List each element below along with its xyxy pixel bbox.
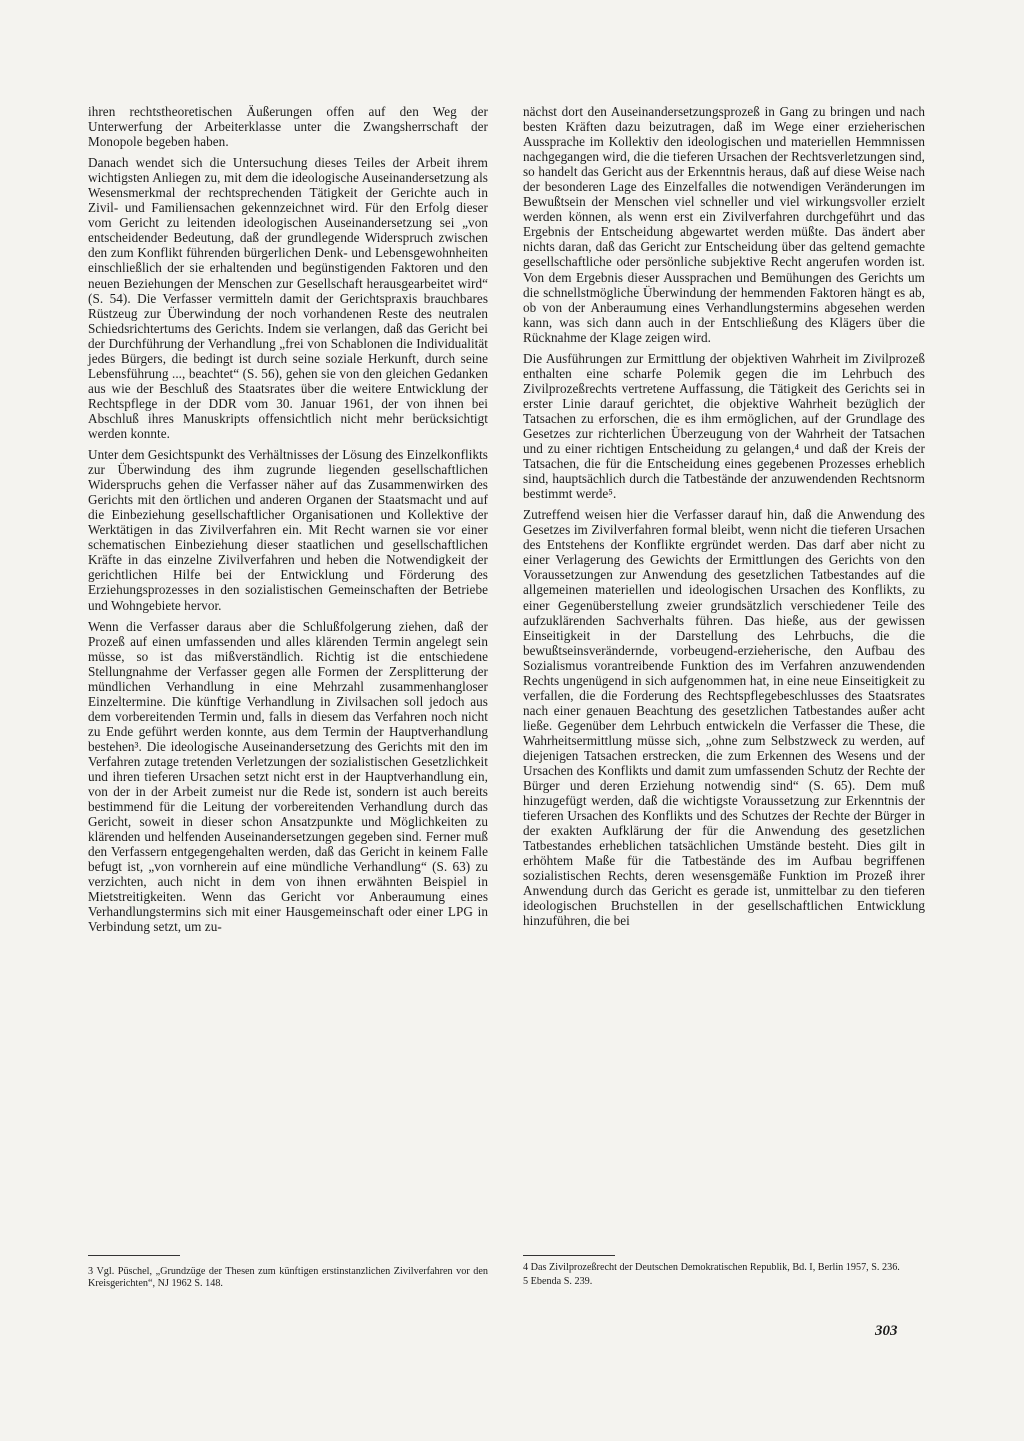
paragraph: Danach wendet sich die Untersuchung dieses Teiles der Arbeit ihrem wichtigsten Anliegen zu, mit dem die ideologische Auseinandersetzung als Wesensmerkmal der rechtsprechenden Tätigkeit der Gerichte auch in Zivil- und Familiensachen gekennzeichnet wird. Für den Erfolg dieser vom Gericht zu leitenden ideologischen Auseinandersetzung sei „von entscheidender Bedeutung, daß der grundlegende Widerspruch zwischen den zum Konflikt führenden bürgerlichen Denk- und Lebensgewohnheiten einschließlich der sie erhaltenden und begünstigenden Faktoren und den neuen Beziehungen der Menschen zur Gesellschaft herausgearbeitet wird“ (S. 54). Die Verfasser vermitteln damit der Gerichtspraxis brauchbares Rüstzeug zur Überwindung der noch vorhandenen Reste des neutralen Schiedsrichtertums des Gerichts. Indem sie verlangen, daß das Gericht bei der Durchführung der Verhandlung „frei von Schablonen die Individualität jedes Bürgers, die bedingt ist durch seine soziale Herkunft, durch seine Lebensführung ..., beachtet“ (S. 56), gehen sie von den gleichen Gedanken aus wie der Beschluß des Staatsrates über die weitere Entwicklung der Rechtspflege in der DDR vom 30. Januar 1961, der von ihnen bei Abschluß ihres Manuskripts offensichtlich nicht mehr berücksichtigt werden konnte. [88,155,488,441]
paragraph: Unter dem Gesichtspunkt des Verhältnisses der Lösung des Einzelkonflikts zur Überwindung des ihm zugrunde liegenden gesellschaftlichen Widerspruchs gehen die Verfasser näher auf das Zusammenwirken des Gerichts mit den örtlichen und anderen Organen der Staatsmacht und auf die Einbeziehung gesellschaftlicher Organisationen und Kollektive der Werktätigen in das Zivilverfahren ein. Mit Recht warnen sie vor einer schematischen Einbeziehung dieser staatlichen und gesellschaftlichen Kräfte in das einzelne Zivilverfahren und heben die Notwendigkeit der gerichtlichen Hilfe bei der Entwicklung und Förderung des Erziehungsprozesses in den sozialistischen Gemeinschaften der Betriebe und Wohngebiete hervor. [88,447,488,613]
page-number: 303 [875,1323,898,1339]
footnote: 5 Ebenda S. 239. [523,1275,593,1287]
footnote: 3 Vgl. Püschel, „Grundzüge der Thesen zum künftigen erstinstanzlichen Zivilverfahren vor den Kreisgerichten“, NJ 1962 S. 148. [88,1266,488,1289]
footnotes-left [88,1266,488,1291]
paragraph: ihren rechtstheoretischen Äußerungen offen auf den Weg der Unterwerfung der Arbeiterklasse unter die Zwangsherrschaft der Monopole begeben haben. [88,104,488,150]
left-column [88,104,488,941]
footnote-divider [523,1255,615,1256]
footnote: 4 Das Zivilprozeßrecht der Deutschen Demokratischen Republik, Bd. I, Berlin 1957, S. 236. [523,1262,900,1273]
right-column [523,104,925,935]
paragraph: Wenn die Verfasser daraus aber die Schlußfolgerung ziehen, daß der Prozeß auf einen umfassenden und alles klärenden Termin angelegt sein müsse, so ist das mißverständlich. Richtig ist die entschiedene Stellungnahme der Verfasser gegen alle Formen der Zersplitterung der mündlichen Verhandlung in eine Mehrzahl zusammenhangloser Einzeltermine. Die künftige Verhandlung in Zivilsachen soll jedoch aus dem vorbereitenden Termin und, falls in diesem das Verfahren noch nicht zu Ende geführt werden konnte, aus dem Termin der Hauptverhandlung bestehen³. Die ideologische Auseinandersetzung des Gerichts mit den im Verfahren zutage tretenden Verletzungen der sozialistischen Gesetzlichkeit und ihren tieferen Ursachen setzt nicht erst in der Hauptverhandlung ein, von der in der Arbeit zumeist nur die Rede ist, sondern ist auch bereits bestimmend für die Leitung der vorbereitenden Verhandlung durch das Gericht, soweit in dieser schon Ansatzpunkte und Möglichkeiten zu klärenden und helfenden Auseinandersetzungen gegeben sind. Ferner muß den Verfassern entgegengehalten werden, daß das Gericht in keinem Falle befugt ist, „von vornherein auf eine mündliche Verhandlung“ (S. 63) zu verzichten, auch nicht in dem von ihnen erwähnten Beispiel in Mietstreitigkeiten. Wenn das Gericht vor Anberaumung eines Verhandlungstermins sich mit einer Hausgemeinschaft oder einer LPG in Verbindung setzt, um zu- [88,618,488,935]
paragraph: nächst dort den Auseinandersetzungsprozeß in Gang zu bringen und nach besten Kräften dazu beizutragen, daß im Wege einer erzieherischen Aussprache im Kollektiv den ideologischen und materiellen Hemmnissen nachgegangen wird, die die tieferen Ursachen der Rechtsverletzungen sind, so handelt das Gericht aus der Erkenntnis heraus, daß auf diese Weise nach der besonderen Lage des Einzelfalles die notwendigen Veränderungen im Bewußtsein der Menschen viel schneller und viel wirkungsvoller erzielt werden können, als wenn erst ein Zivilverfahren durchgeführt und das Ergebnis der Entscheidung abgewartet werden müßte. Das ändert aber nichts daran, daß das Gericht zur Entscheidung über das geltend gemachte gesellschaftliche oder persönliche subjektive Recht angerufen worden ist. Von dem Ergebnis dieser Aussprachen und Bemühungen des Gerichts um die schnellstmögliche Überwindung der hemmenden Faktoren hängt es ab, ob von der Anberaumung eines Verhandlungstermins abgesehen werden kann, was sich dann auch in der Entschließung des Klägers über die Rücknahme der Klage zeigen wird. [523,104,925,345]
paragraph: Zutreffend weisen hier die Verfasser darauf hin, daß die Anwendung des Gesetzes im Zivilverfahren formal bleibt, wenn nicht die tieferen Ursachen des Entstehens der Konflikte ergründet werden. Das darf aber nicht zu einer Verlagerung des Gewichts der Ermittlungen des Gerichts von den Voraussetzungen zur Anwendung des gesetzlichen Tatbestandes auf die allgemeinen materiellen und ideologischen Ursachen des Konflikts, zu einer Gegenüberstellung zweier grundsätzlich verschiedener Teile des aufzuklärenden Sachverhalts führen. Das hieße, aus der gewissen Einseitigkeit in der Darstellung des Lehrbuchs, die die bewußtseinsverändernde, vorbeugend-erzieherische, den Aufbau des Sozialismus vorantreibende Funktion des im Verfahren anzuwendenden Rechts ungenügend in sich aufgenommen hat, in eine neue Einseitigkeit zu verfallen, die die Forderung des Rechtspflegebeschlusses des Staatsrates nach einer genauen Beachtung des gesetzlichen Tatbestandes außer acht ließe. Gegenüber dem Lehrbuch entwickeln die Verfasser die These, die Wahrheitsermittlung müsse sich, „ohne zum Selbstzweck zu werden, auf diejenigen Tatsachen erstrecken, die zum Erkennen des Wesens und der Ursachen des Konflikts und damit zum umfassenden Schutz der Rechte der Bürger und deren Erziehung notwendig sind“ (S. 65). Dem muß hinzugefügt werden, daß die wichtigste Voraussetzung zur Erkenntnis der tieferen Ursachen des Konflikts und des Schutzes der Rechte der Bürger in der exakten Aufklärung der für die Anwendung des gesetzlichen Tatbestandes erheblichen tatsächlichen Umstände besteht. Dies gilt in erhöhtem Maße für die Tatbestände des im Aufbau begriffenen sozialistischen Rechts, deren wesensgemäße Funktion im Prozeß ihrer Anwendung durch das Gericht es gerade ist, unmittelbar zu den tieferen ideologischen Bruchstellen in der gesellschaftlichen Entwicklung hinzuführen, die bei [523,507,925,929]
paragraph: Die Ausführungen zur Ermittlung der objektiven Wahrheit im Zivilprozeß enthalten eine scharfe Polemik gegen die im Lehrbuch des Zivilprozeßrechts vertretene Auffassung, die Tätigkeit des Gerichts sei in erster Linie darauf gerichtet, die objektive Wahrheit bezüglich der Tatsachen zu erforschen, die es ihm ermöglichen, auf der Grundlage des Gesetzes zur richterlichen Überzeugung von der Wahrheit der Tatsachen und zu einer richtigen Entscheidung zu gelangen,⁴ und daß der Kreis der Tatsachen, die für die Entscheidung eines gegebenen Prozesses erheblich sind, hauptsächlich durch die Tatbestände der anzuwendenden Rechtsnorm bestimmt werde⁵. [523,350,925,502]
footnote-divider [88,1255,180,1256]
footnotes-right [523,1262,925,1289]
